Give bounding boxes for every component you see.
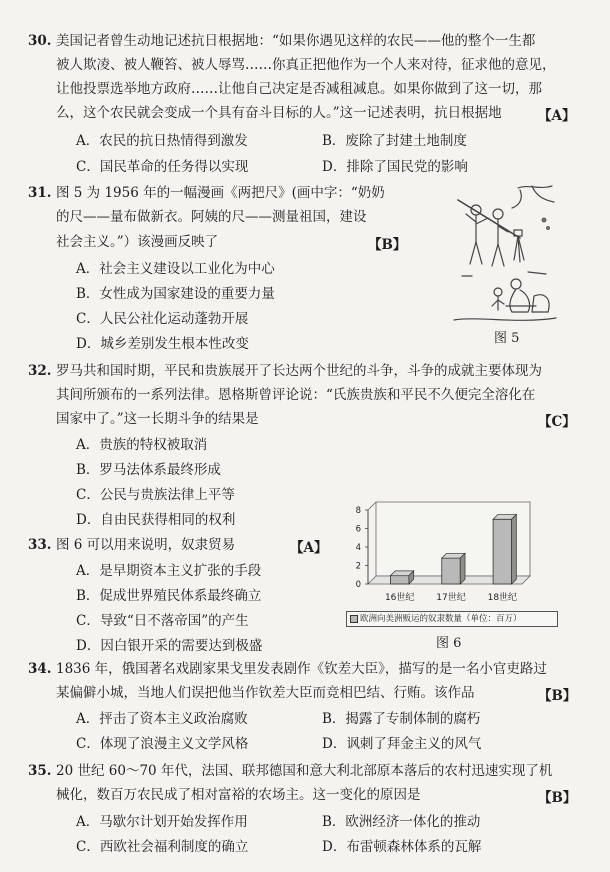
option-a: A．抨击了资本主义政治腐败 <box>76 711 248 727</box>
y-tick-label: 6 <box>355 524 361 535</box>
option-b: B．罗马法体系最终形成 <box>76 462 221 478</box>
question-number: 33. <box>28 537 52 553</box>
option-a: A．是早期资本主义扩张的手段 <box>76 563 262 579</box>
question-text-line: 某偏僻小城，当地人们误把他当作钦差大臣而竞相巴结、行贿。该作品 <box>56 685 475 701</box>
question-text-line: 图 6 可以用来说明，奴隶贸易 <box>56 537 236 553</box>
bar <box>493 519 511 584</box>
option-b: B．废除了封建土地制度 <box>322 133 467 149</box>
question-text-line: 1836 年，俄国著名戏剧家果戈里发表剧作《钦差大臣》，描写的是一名小官吏路过 <box>56 661 547 677</box>
question-text-line: 其间所颁布的一系列法律。恩格斯曾评论说：“氏族贵族和平民不久便完全溶化在 <box>56 387 536 403</box>
option-b: B．欧洲经济一体化的推动 <box>322 814 481 830</box>
option-c: C．导致“日不落帝国”的产生 <box>76 613 249 629</box>
option-c: C．人民公社化运动蓬勃开展 <box>76 311 249 327</box>
answer-mark: 【A】 <box>290 540 328 556</box>
y-tick-label: 4 <box>355 543 361 553</box>
question-text-line: 械化，数百万农民成了相对富裕的农场主。这一变化的原因是 <box>56 787 421 803</box>
figure-caption: 图 5 <box>494 331 520 346</box>
question-number: 32. <box>28 363 52 379</box>
option-c: C．公民与贵族法律上平等 <box>76 487 235 503</box>
answer-mark: 【B】 <box>368 237 407 253</box>
y-axis-depth <box>368 502 376 510</box>
bar-side <box>460 553 465 584</box>
y-tick-label: 0 <box>355 580 361 590</box>
option-a: A．马歇尔计划开始发挥作用 <box>76 814 248 830</box>
question-text-line: 让他投票选举地方政府……让他自己决定是否减租减息。如果你做到了这一切，那 <box>56 81 542 97</box>
option-a: A．农民的抗日热情得到激发 <box>76 133 248 149</box>
question-text-line: 图 5 为 1956 年的一幅漫画《两把尺》(画中字：“奶奶 <box>56 185 385 201</box>
question-text-line: 罗马共和国时期，平民和贵族展开了长达两个世纪的斗争，斗争的成就主要体现为 <box>56 363 542 379</box>
question-number: 35. <box>28 763 52 779</box>
option-b: B．促成世界殖民体系最终确立 <box>76 588 262 604</box>
answer-mark: 【C】 <box>538 414 576 430</box>
question-text-line: 么，这个农民就会变成一个具有奋斗目标的人。”这一记述表明，抗日根据地 <box>56 105 502 121</box>
answer-mark: 【B】 <box>538 790 577 806</box>
slave-trade-bar-chart <box>346 498 558 626</box>
y-tick-label: 8 <box>355 506 361 516</box>
answer-mark: 【A】 <box>538 108 576 124</box>
legend-label: 欧洲向美洲贩运的奴隶数量（单位：百万） <box>360 614 522 624</box>
question-number: 30. <box>28 33 52 49</box>
question-text-line: 美国记者曾生动地记述抗日根据地：“如果你遇见这样的农民——他的整个一生都 <box>56 33 536 49</box>
option-c: C．体现了浪漫主义文学风格 <box>76 736 249 752</box>
figure-caption: 图 6 <box>436 636 462 651</box>
bar-side <box>512 514 517 584</box>
bar <box>390 576 408 584</box>
legend-swatch <box>350 615 358 623</box>
option-b: B．女性成为国家建设的重要力量 <box>76 286 275 302</box>
y-tick-label: 2 <box>355 561 361 572</box>
option-d: D．城乡差别发生根本性改变 <box>76 336 249 352</box>
question-text-line: 被人欺凌、被人鞭笞、被人辱骂……你真正把他作为一个人来对待，征求他的意见， <box>56 57 556 73</box>
option-d: D．布雷顿森林体系的瓦解 <box>322 839 482 855</box>
x-tick-label: 17世纪 <box>436 593 466 603</box>
option-a: A．贵族的特权被取消 <box>76 437 208 453</box>
question-text-line: 国家中了。”这一长期斗争的结果是 <box>56 411 259 427</box>
question-text-line: 的尺——量布做新衣。阿姨的尺——测量祖国，建设 <box>56 209 367 225</box>
answer-mark: 【B】 <box>538 688 577 704</box>
option-d: D．讽刺了拜金主义的风气 <box>322 736 482 752</box>
bar <box>442 558 460 584</box>
question-number: 34. <box>28 661 52 677</box>
option-c: C．国民革命的任务得以实现 <box>76 159 249 175</box>
question-text-line: 20 世纪 60～70 年代，法国、联邦德国和意大利北部原本落后的农村迅速实现了机 <box>56 763 553 779</box>
option-c: C．西欧社会福利制度的确立 <box>76 839 249 855</box>
cartoon-illustration <box>448 180 560 330</box>
x-tick-label: 16世纪 <box>384 593 415 603</box>
chart-legend <box>346 611 558 627</box>
question-text-line: 社会主义。”）该漫画反映了 <box>56 234 219 250</box>
option-d: D．因白银开采的需要达到极盛 <box>76 638 263 654</box>
option-d: D．自由民获得相同的权利 <box>76 512 236 528</box>
option-a: A．社会主义建设以工业化为中心 <box>76 261 275 277</box>
x-tick-label: 18世纪 <box>487 593 518 603</box>
question-number: 31. <box>28 185 52 201</box>
option-d: D．排除了国民党的影响 <box>322 159 468 175</box>
option-b: B．揭露了专制体制的腐朽 <box>322 711 481 727</box>
